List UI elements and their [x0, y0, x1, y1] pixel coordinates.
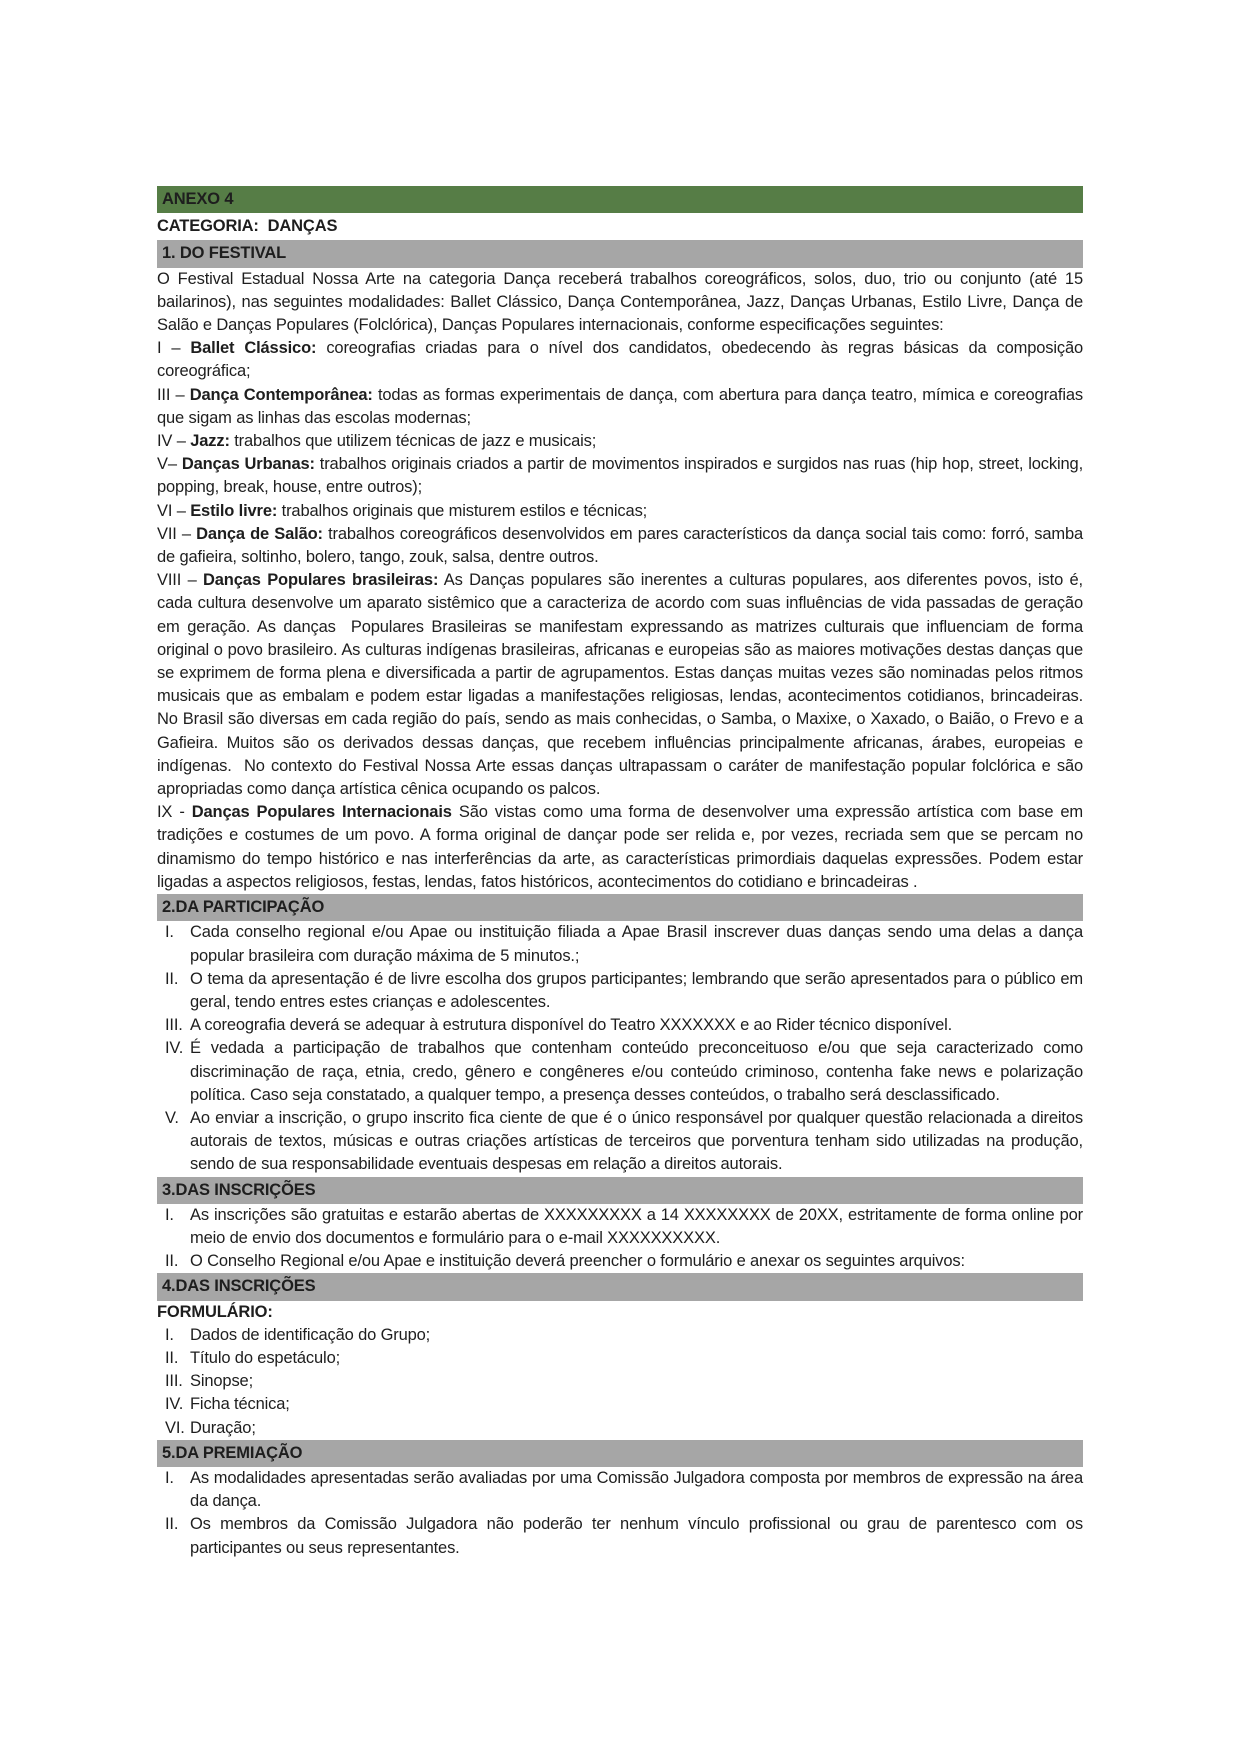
section-heading-festival: 1. DO FESTIVAL — [157, 240, 1083, 267]
list-item-numeral: I. — [165, 1468, 174, 1487]
modality-numeral: III – — [157, 385, 185, 404]
list-item — [157, 1324, 1083, 1347]
modality-dancas-urbanas — [157, 453, 1083, 499]
list-item-text: Ao enviar a inscrição, o grupo inscrito fica ciente de que é o único responsável por qualquer questão relacionada a direitos autorais de textos, músicas e outras criações artísticas de terceiros que porventura tenham sido utilizadas na produção, sendo de sua responsabilidade eventuais despesas em relação a direitos autorais. — [190, 1108, 1083, 1174]
list-item — [157, 1204, 1083, 1250]
modality-danca-de-salao — [157, 523, 1083, 569]
list-item-text: Cada conselho regional e/ou Apae ou instituição filiada a Apae Brasil inscrever duas danças sendo uma delas a dança popular brasileira com duração máxima de 5 minutos.; — [190, 923, 1083, 965]
list-item-text: Ficha técnica; — [190, 1395, 290, 1414]
list-item-text: Sinopse; — [190, 1372, 254, 1391]
list-item — [157, 1037, 1083, 1107]
list-item — [157, 1417, 1083, 1440]
list-item-numeral: VI. — [165, 1418, 185, 1437]
modality-text: trabalhos originais que misturem estilos e técnicas; — [281, 501, 648, 520]
list-item-numeral: IV. — [165, 1395, 184, 1414]
list-item — [157, 1107, 1083, 1177]
list-item-numeral: V. — [165, 1108, 179, 1127]
list-item — [157, 1347, 1083, 1370]
modality-text: trabalhos que utilizem técnicas de jazz e musicais; — [234, 432, 597, 451]
list-item — [157, 1513, 1083, 1559]
list-item — [157, 968, 1083, 1014]
list-item-numeral: II. — [165, 1515, 179, 1534]
list-item-numeral: II. — [165, 1252, 179, 1271]
modality-dancas-populares-brasileiras — [157, 569, 1083, 801]
list-item — [157, 1467, 1083, 1513]
list-item-numeral: II. — [165, 1348, 179, 1367]
list-item-text: A coreografia deverá se adequar à estrutura disponível do Teatro XXXXXXX e ao Rider técnico disponível. — [190, 1016, 953, 1035]
list-item — [157, 1250, 1083, 1273]
list-item-text: Duração; — [190, 1418, 256, 1437]
list-item — [157, 1370, 1083, 1393]
section-heading-inscricoes-3: 3.DAS INSCRIÇÕES — [157, 1177, 1083, 1204]
document-page — [157, 186, 1083, 1560]
list-item-numeral: III. — [165, 1016, 183, 1035]
list-item-text: As modalidades apresentadas serão avaliadas por uma Comissão Julgadora composta por membros de expressão na área da dança. — [190, 1468, 1083, 1511]
anexo-header-bar: ANEXO 4 — [157, 186, 1083, 213]
festival-intro: O Festival Estadual Nossa Arte na categoria Dança receberá trabalhos coreográficos, solos, duo, trio ou conjunto (até 15 bailarinos), nas seguintes modalidades: Ballet Clássico, Dança Contemporânea, Jazz, Danças Urbanas, Estilo Livre, Dança de Salão e Danças Populares (Folclórica), Danças Populares internacionais, conforme especificações seguintes: — [157, 269, 1083, 335]
modality-numeral: VI – — [157, 501, 186, 520]
list-item-text: Os membros da Comissão Julgadora não poderão ter nenhum vínculo profissional ou grau de parentesco com os participantes ou seus representantes. — [190, 1515, 1083, 1557]
list-item — [157, 921, 1083, 967]
list-item-text: O tema da apresentação é de livre escolha dos grupos participantes; lembrando que serão apresentados para o público em geral, tendo entres estes crianças e adolescentes. — [190, 969, 1083, 1011]
list-item-text: É vedada a participação de trabalhos que contenham conteúdo preconceituoso e/ou que seja caracterizado como discriminação de raça, etnia, credo, gênero e congêneres e/ou conteúdo criminoso, contenha fake news e polarização política. Caso seja constatado, a qualquer tempo, a presença desses conteúdos, o trabalho será desclassificado. — [190, 1039, 1083, 1104]
list-item-text: O Conselho Regional e/ou Apae e instituição deverá preencher o formulário e anexar os seguintes arquivos: — [190, 1252, 965, 1271]
list-item-numeral: II. — [165, 969, 179, 988]
modality-text: todas as formas experimentais de dança, com abertura para dança teatro, mímica e coreografias que sigam as linhas das escolas modernas; — [157, 385, 1084, 427]
modality-label: Ballet Clássico: — [190, 339, 317, 358]
list-item-text: Título do espetáculo; — [190, 1348, 341, 1367]
list-item-numeral: IV. — [165, 1039, 184, 1058]
modality-label: Jazz: — [190, 432, 230, 451]
list-item-numeral: I. — [165, 1325, 174, 1344]
formulario-label: FORMULÁRIO: — [157, 1302, 273, 1321]
modality-numeral: VII – — [157, 524, 191, 543]
modality-jazz — [157, 430, 1083, 453]
modality-text: trabalhos coreográficos desenvolvidos em pares característicos da dança social tais como: forró, samba de gafieira, soltinho, bolero, tango, zouk, salsa, dentre outros. — [157, 524, 1084, 567]
modality-text: coreografias criadas para o nível dos candidatos, obedecendo às regras básicas da composição coreográfica; — [157, 339, 1084, 381]
modality-text: As Danças populares são inerentes a culturas populares, aos diferentes povos, isto é, cada cultura desenvolve um aparato sistêmico que a caracteriza de acordo com suas influências de vida passadas de geração em geração. As danças Populares Brasileiras se manifestam expressando as matrizes culturais que influenciam de forma original o povo brasileiro. As culturas indígenas brasileiras, africanas e europeias são as maiores motivações destas danças que se exprimem de forma plena e diversificada a partir de agrupamentos. Estas danças muitas vezes são nominadas pelos ritmos musicais que as embalam e podem estar ligadas a manifestações religiosas, lendas, acontecimentos cotidianos, brincadeiras. No Brasil são diversas em cada região do país, sendo as mais conhecidas, o Samba, o Maxixe, o Xaxado, o Baião, o Frevo e a Gafieira. Muitos são os derivados dessas danças, que recebem influências principalmente africanas, árabes, europeias e indígenas. No contexto do Festival Nossa Arte essas danças ultrapassam o caráter de manifestação popular folclórica e são apropriadas como dança artística cênica ocupando os palcos. — [157, 571, 1083, 799]
modality-label: Danças Populares brasileiras: — [203, 571, 439, 590]
modality-text: trabalhos originais criados a partir de movimentos inspirados e surgidos nas ruas (hip hop, street, locking, popping, break, house, entre outros); — [157, 455, 1084, 497]
modality-label: Estilo livre: — [190, 501, 278, 520]
modality-numeral: I – — [157, 339, 181, 358]
section-heading-participacao: 2.DA PARTICIPAÇÃO — [157, 894, 1083, 921]
list-item-text: As inscrições são gratuitas e estarão abertas de XXXXXXXXX a 14 XXXXXXXX de 20XX, estritamente de forma online por meio de envio dos documentos e formulário para o e-mail XXXXXXXXXX. — [190, 1205, 1083, 1247]
list-item — [157, 1014, 1083, 1037]
modality-label: Danças Populares Internacionais — [191, 803, 452, 822]
modality-numeral: VIII – — [157, 571, 197, 590]
modality-ballet-classico — [157, 337, 1083, 383]
modality-label: Dança Contemporânea: — [189, 385, 373, 404]
modality-estilo-livre — [157, 500, 1083, 523]
modality-numeral: IV – — [157, 432, 186, 451]
modality-text: São vistas como uma forma de desenvolver uma expressão artística com base em tradições e costumes de um povo. A forma original de dançar pode ser relida e, por vezes, recriada sem que se percam no dinamismo do tempo histórico e nas interferências da arte, as características primordiais daquelas expressões. Podem estar ligadas a aspectos religiosos, festas, lendas, fatos históricos, acontecimentos do cotidiano e brincadeiras . — [157, 803, 1083, 891]
list-item-text: Dados de identificação do Grupo; — [190, 1325, 431, 1344]
modality-numeral: V– — [157, 455, 177, 474]
modality-label: Dança de Salão: — [196, 524, 323, 543]
list-item-numeral: III. — [165, 1372, 183, 1391]
list-item — [157, 1393, 1083, 1416]
modality-numeral: IX - — [157, 803, 185, 822]
section-heading-inscricoes-4: 4.DAS INSCRIÇÕES — [157, 1273, 1083, 1300]
categoria-title: CATEGORIA: DANÇAS — [157, 217, 338, 236]
list-item-numeral: I. — [165, 923, 174, 942]
modality-dancas-populares-internacionais — [157, 801, 1083, 894]
section-heading-premiacao: 5.DA PREMIAÇÃO — [157, 1440, 1083, 1467]
list-item-numeral: I. — [165, 1205, 174, 1224]
modality-label: Danças Urbanas: — [181, 455, 315, 474]
modality-danca-contemporanea — [157, 384, 1083, 430]
